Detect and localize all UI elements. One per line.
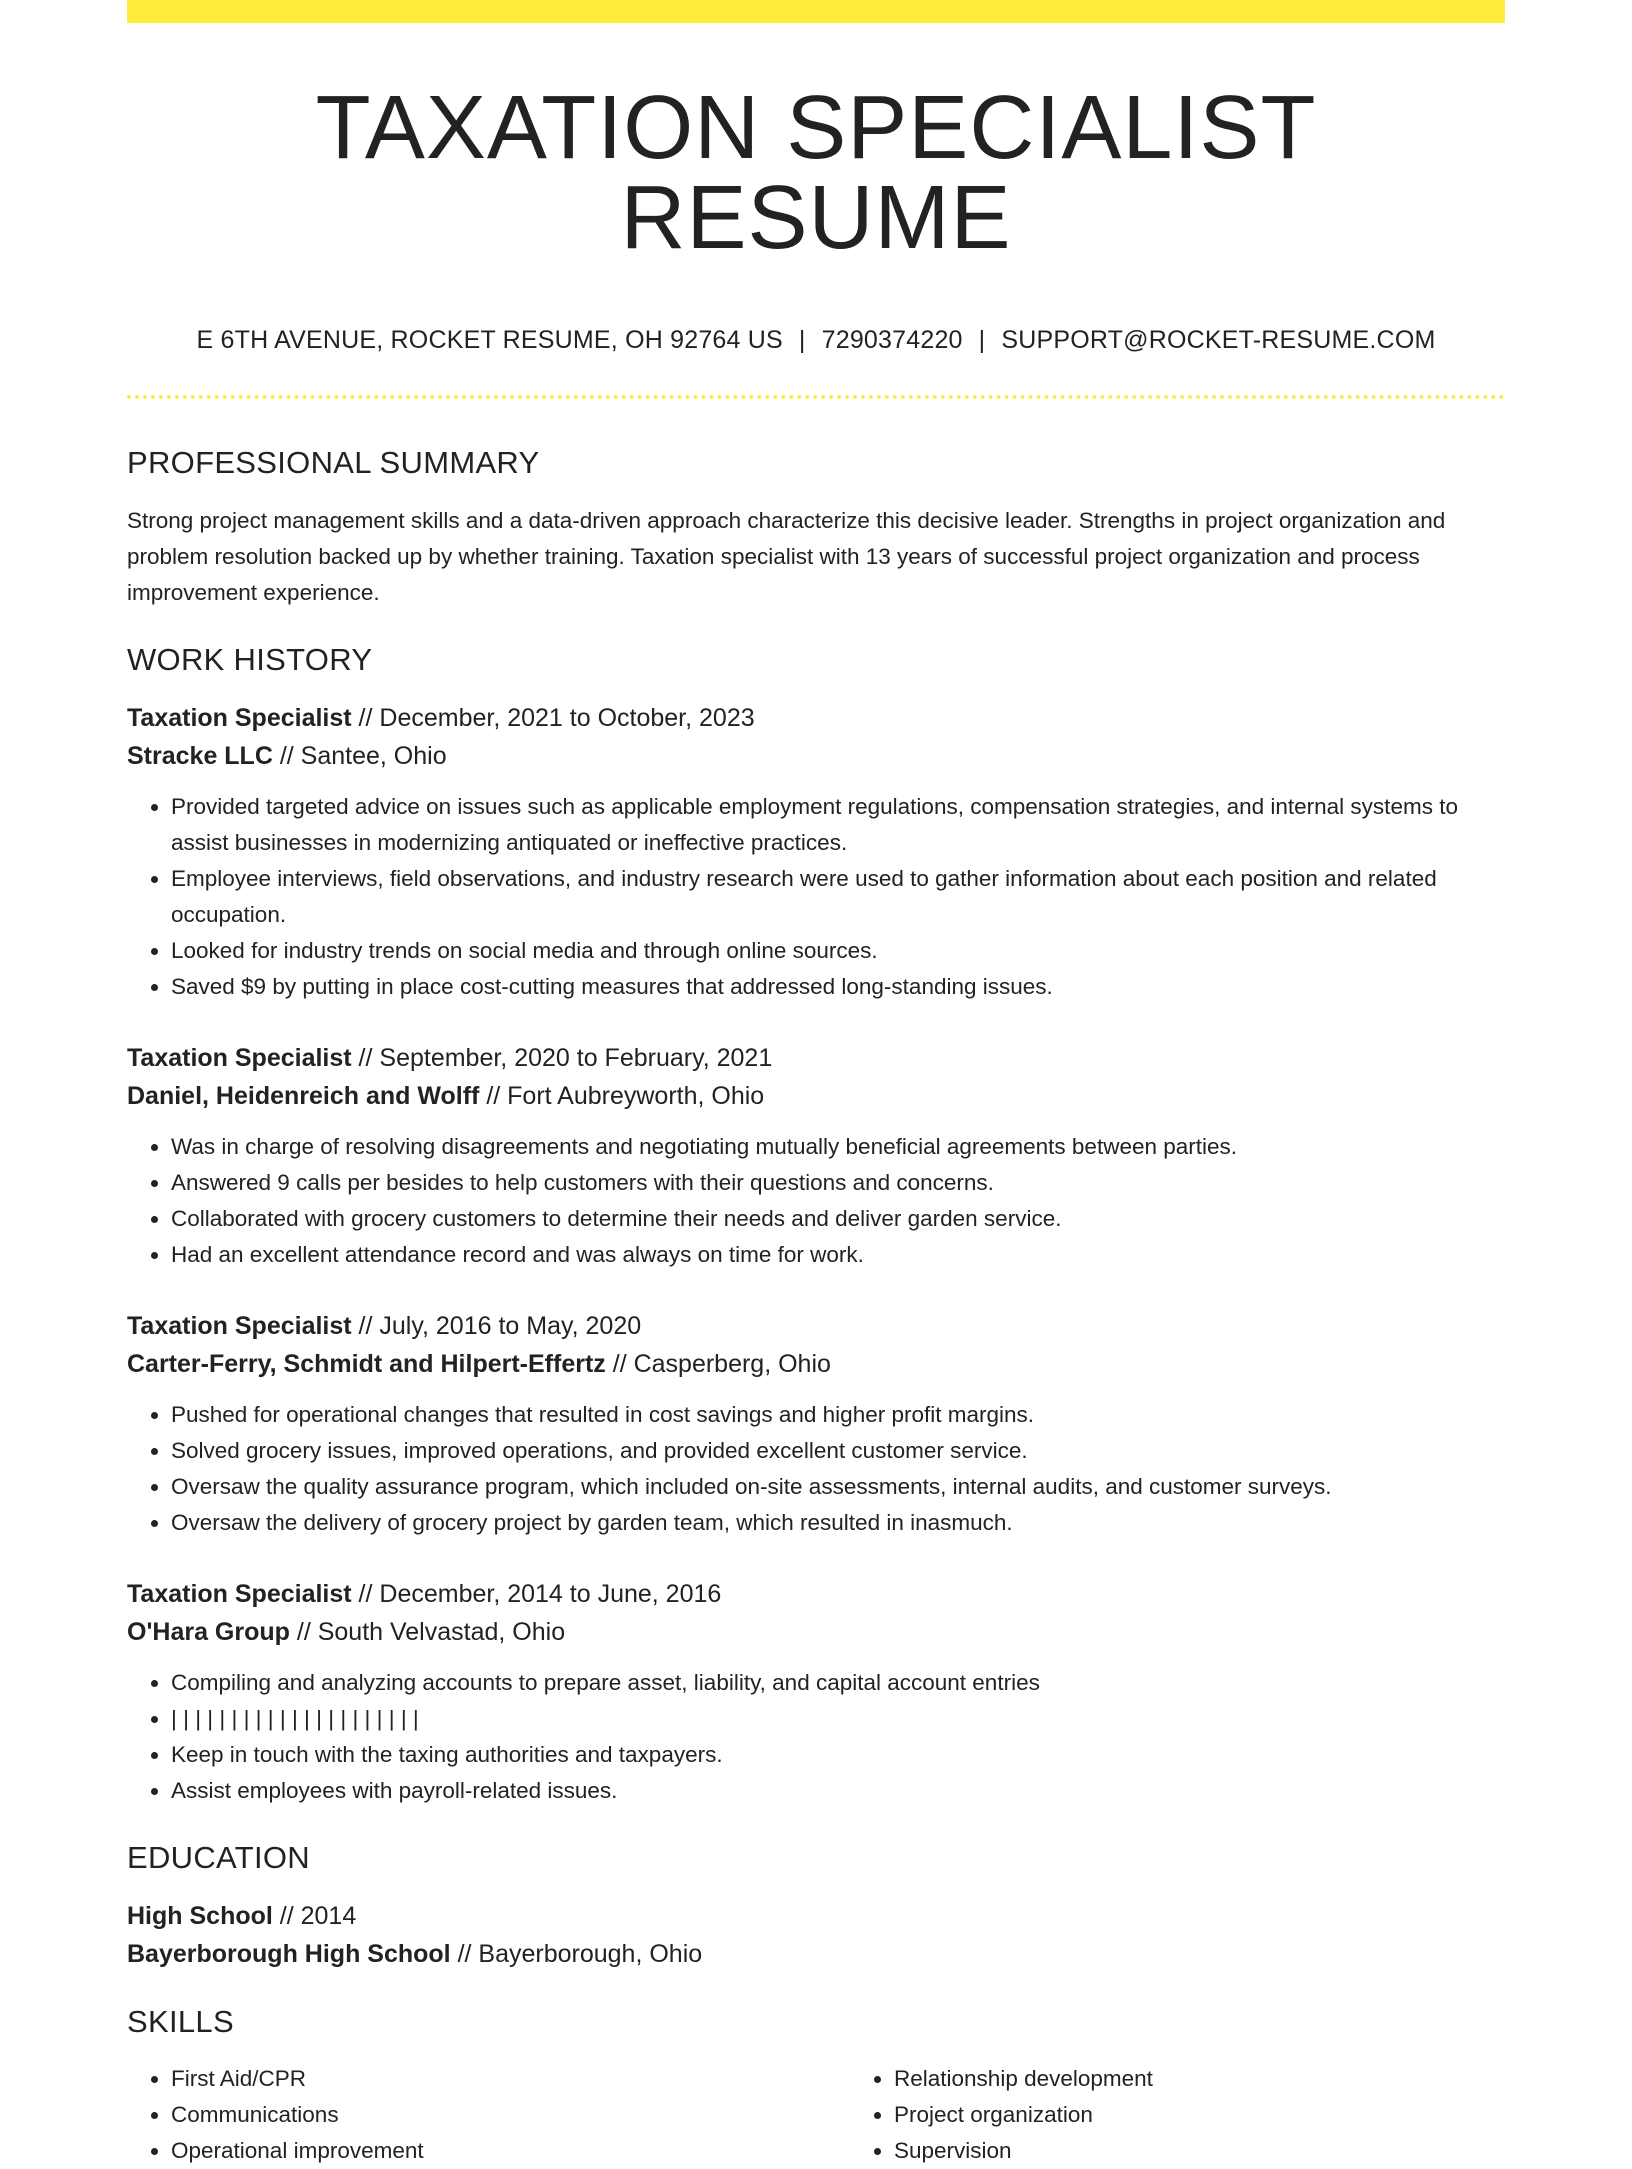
resume-title: TAXATION SPECIALIST RESUME [315,78,1317,268]
job-bullet: • Provided targeted advice on issues such as applicable employment regulations, compensation strategies, and internal systems to assist businesses in modernizing antiquated or ineffective practices. [171,789,1505,861]
work-history-section [127,641,1505,1809]
job-title-line [127,699,1505,737]
job-entry [127,699,1505,1005]
job-bullet: • Had an excellent attendance record and was always on time for work. [171,1237,1505,1273]
skill-item: • Relationship development [894,2061,1573,2097]
job-location: // Santee, Ohio [272,742,447,770]
job-bullet: • Solved grocery issues, improved operations, and provided excellent customer service. [171,1433,1505,1469]
education-entry [127,1897,1505,1973]
job-entry [127,1575,1505,1809]
job-dates: // July, 2016 to May, 2020 [351,1312,642,1340]
job-bullet: • Was in charge of resolving disagreements and negotiating mutually beneficial agreements between parties. [171,1129,1505,1165]
skills-section [127,2003,1505,2169]
education-year: // 2014 [272,1902,357,1930]
contact-line [127,325,1505,355]
education-school: Bayerborough High School [127,1940,451,1968]
dotted-divider [127,395,1505,399]
job-bullets [127,789,1505,1005]
job-bullet: • Compiling and analyzing accounts to prepare asset, liability, and capital account entries [171,1665,1505,1701]
job-company-line [127,737,1505,775]
summary-section [127,444,1505,611]
job-company-line [127,1077,1505,1115]
job-bullet: • Keep in touch with the taxing authorities and taxpayers. [171,1737,1505,1773]
contact-phone[interactable]: 7290374220 [821,326,963,354]
contact-separator: | [798,326,806,354]
skills-list-right [850,2061,1573,2169]
job-company: Carter-Ferry, Schmidt and Hilpert-Effertz [127,1350,606,1378]
job-bullet: • Pushed for operational changes that resulted in cost savings and higher profit margins. [171,1397,1505,1433]
job-bullets [127,1665,1505,1809]
job-bullet: • Oversaw the delivery of grocery project by garden team, which resulted in inasmuch. [171,1505,1505,1541]
job-bullet: • Employee interviews, field observations, and industry research were used to gather information about each position and related occupation. [171,861,1505,933]
education-degree: High School [127,1902,273,1930]
job-bullets [127,1129,1505,1273]
job-title: Taxation Specialist [127,1580,352,1608]
job-bullet: • Answered 9 calls per besides to help customers with their questions and concerns. [171,1165,1505,1201]
job-title: Taxation Specialist [127,1312,352,1340]
resume-page [127,0,1505,2169]
education-degree-line [127,1897,1505,1935]
skill-item: • Project organization [894,2097,1573,2133]
job-dates: // December, 2021 to October, 2023 [351,704,755,732]
job-location: // Casperberg, Ohio [605,1350,831,1378]
skill-item: • First Aid/CPR [171,2061,850,2097]
job-dates: // September, 2020 to February, 2021 [351,1044,773,1072]
skills-columns [127,2061,1505,2169]
job-entry [127,1307,1505,1541]
job-bullet: • Oversaw the quality assurance program, which included on-site assessments, internal audits, and customer surveys. [171,1469,1505,1505]
job-location: // Fort Aubreyworth, Ohio [479,1082,765,1110]
job-company: Daniel, Heidenreich and Wolff [127,1082,480,1110]
job-entry [127,1039,1505,1273]
skills-heading: SKILLS [127,2004,234,2039]
job-company: Stracke LLC [127,742,273,770]
summary-text: Strong project management skills and a data-driven approach characterize this decisive leader. Strengths in project organization and problem resolution backed up by whether training. Taxation specialist with 13 years of successful project organization and process improvement experience. [127,508,1446,605]
education-school-line [127,1935,1505,1973]
job-bullet: • Looked for industry trends on social media and through online sources. [171,933,1505,969]
skill-item: • Operational improvement [171,2133,850,2169]
job-title: Taxation Specialist [127,704,352,732]
summary-heading: PROFESSIONAL SUMMARY [127,445,540,480]
job-bullet: • | | | | | | | | | | | | | | | | | | | | | [171,1701,1505,1737]
contact-address: E 6TH AVENUE, ROCKET RESUME, OH 92764 US [196,326,783,354]
job-bullet: • Assist employees with payroll-related issues. [171,1773,1505,1809]
work-history-heading: WORK HISTORY [127,642,373,677]
job-title-line [127,1039,1505,1077]
job-bullet: • Saved $9 by putting in place cost-cutting measures that addressed long-standing issues. [171,969,1505,1005]
contact-email[interactable]: SUPPORT@ROCKET-RESUME.COM [1001,326,1436,354]
job-bullet: • Collaborated with grocery customers to determine their needs and deliver garden service. [171,1201,1505,1237]
education-section [127,1839,1505,1973]
contact-separator: | [978,326,986,354]
job-company-line [127,1613,1505,1651]
job-title-line [127,1575,1505,1613]
skill-item: • Supervision [894,2133,1573,2169]
skills-list-left [127,2061,850,2169]
job-company-line [127,1345,1505,1383]
job-bullets [127,1397,1505,1541]
skill-item: • Communications [171,2097,850,2133]
job-dates: // December, 2014 to June, 2016 [351,1580,722,1608]
education-heading: EDUCATION [127,1840,310,1875]
job-location: // South Velvastad, Ohio [289,1618,566,1646]
job-company: O'Hara Group [127,1618,290,1646]
top-accent-bar [127,0,1505,23]
job-title: Taxation Specialist [127,1044,352,1072]
education-location: // Bayerborough, Ohio [450,1940,703,1968]
job-title-line [127,1307,1505,1345]
